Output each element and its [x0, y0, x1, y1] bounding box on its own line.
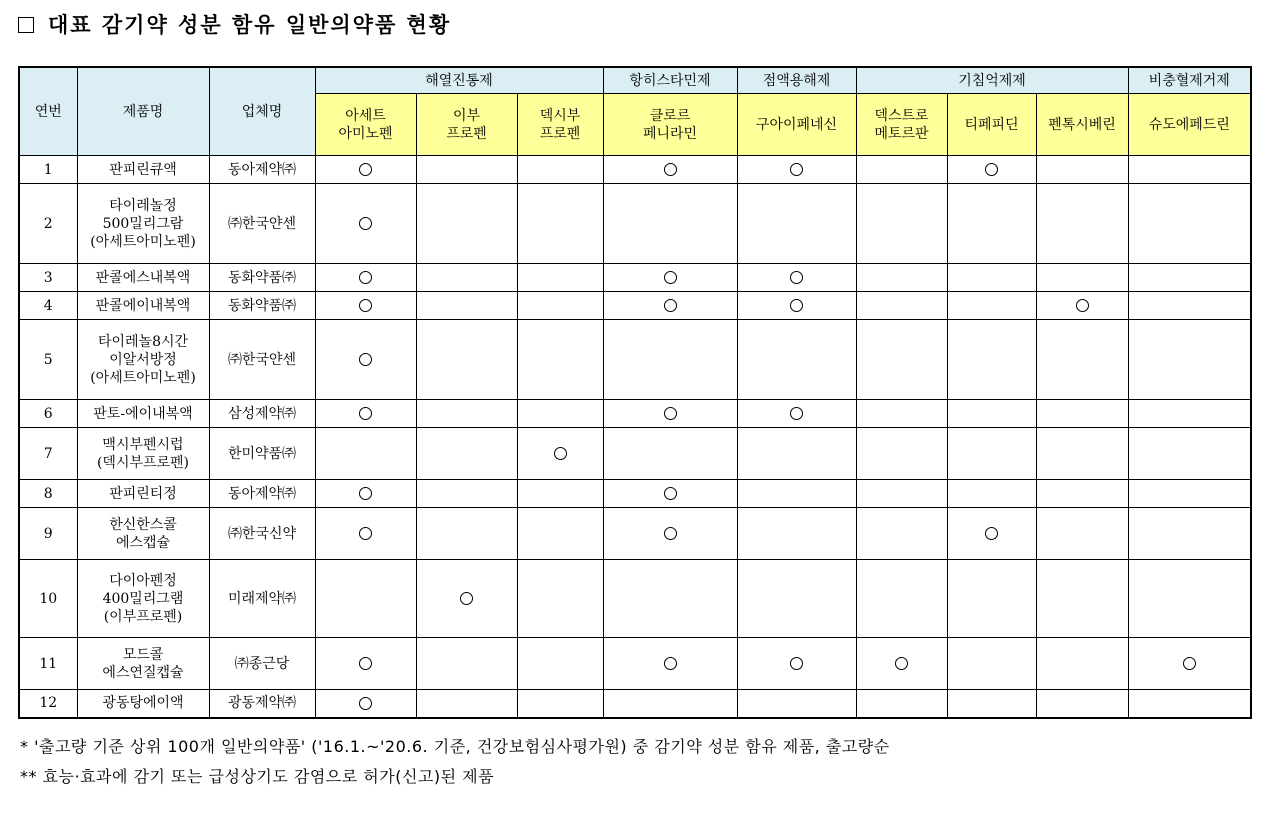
circle-mark-icon: [554, 447, 567, 460]
table-row: [19, 638, 1251, 690]
ingredient-cell: [947, 428, 1036, 480]
ingredient-cell: [737, 184, 856, 264]
circle-mark-icon: [790, 299, 803, 312]
ingredient-header-line: 프로펜: [446, 125, 487, 142]
circle-mark-icon: [664, 657, 677, 670]
ingredient-cell: [1036, 320, 1128, 400]
header-product: 제품명: [77, 67, 209, 156]
ingredient-header: [517, 94, 603, 156]
group-header: 점액용해제: [737, 67, 856, 94]
product-name: [77, 264, 209, 292]
product-name-line: 500밀리그람: [102, 215, 184, 232]
product-name-line: 광동탕에이액: [102, 695, 184, 712]
ingredient-header-line: 아세트: [345, 107, 386, 124]
ingredient-cell: [737, 400, 856, 428]
ingredient-cell: [517, 400, 603, 428]
ingredient-cell: [737, 320, 856, 400]
ingredient-cell: [947, 560, 1036, 638]
ingredient-header: [947, 94, 1036, 156]
ingredient-cell: [416, 292, 517, 320]
product-name-line: (덱시부프로펜): [96, 454, 190, 471]
product-name-line: 맥시부펜시럽: [102, 436, 184, 453]
ingredient-header: [416, 94, 517, 156]
company-name: 동아제약㈜: [209, 156, 315, 184]
ingredient-cell: [315, 560, 416, 638]
table-row: [19, 428, 1251, 480]
ingredient-cell: [1036, 480, 1128, 508]
table-row: [19, 320, 1251, 400]
circle-mark-icon: [1076, 299, 1089, 312]
ingredient-cell: [603, 400, 737, 428]
ingredient-cell: [947, 690, 1036, 718]
ingredient-cell: [1128, 508, 1251, 560]
checkbox-square-icon: [18, 17, 34, 33]
ingredient-header: [603, 94, 737, 156]
product-name-line: 이알서방정: [109, 351, 177, 368]
table-row: [19, 156, 1251, 184]
ingredient-cell: [856, 480, 947, 508]
ingredient-cell: [1036, 292, 1128, 320]
ingredient-header-line: 이부: [452, 107, 481, 124]
ingredient-cell: [1128, 320, 1251, 400]
ingredient-cell: [947, 292, 1036, 320]
product-name: [77, 690, 209, 718]
ingredient-cell: [416, 690, 517, 718]
circle-mark-icon: [359, 527, 372, 540]
product-name: [77, 508, 209, 560]
circle-mark-icon: [790, 657, 803, 670]
row-number: 7: [19, 428, 77, 480]
ingredient-cell: [603, 428, 737, 480]
company-name: ㈜한국얀센: [209, 320, 315, 400]
ingredient-cell: [315, 690, 416, 718]
product-name: [77, 400, 209, 428]
product-name-line: (아세트아미노펜): [90, 369, 196, 386]
ingredient-cell: [856, 690, 947, 718]
ingredient-cell: [416, 428, 517, 480]
ingredient-cell: [947, 264, 1036, 292]
circle-mark-icon: [359, 407, 372, 420]
product-name-line: 에스캡슐: [115, 534, 171, 551]
ingredient-cell: [737, 156, 856, 184]
product-name: [77, 480, 209, 508]
ingredient-cell: [1036, 264, 1128, 292]
ingredient-header-line: 티페피딘: [964, 116, 1019, 133]
ingredient-header: [856, 94, 947, 156]
ingredient-cell: [737, 428, 856, 480]
ingredient-cell: [416, 400, 517, 428]
circle-mark-icon: [664, 299, 677, 312]
product-name: [77, 156, 209, 184]
ingredient-cell: [603, 480, 737, 508]
ingredient-cell: [603, 184, 737, 264]
table-row: [19, 690, 1251, 718]
ingredient-header-line: 펜톡시베린: [1048, 116, 1116, 133]
row-number: 10: [19, 560, 77, 638]
circle-mark-icon: [790, 163, 803, 176]
ingredient-cell: [517, 184, 603, 264]
ingredient-cell: [1036, 184, 1128, 264]
header-company: 업체명: [209, 67, 315, 156]
company-name: ㈜종근당: [209, 638, 315, 690]
table-body: [19, 156, 1251, 718]
row-number: 3: [19, 264, 77, 292]
table-row: [19, 264, 1251, 292]
table-row: [19, 508, 1251, 560]
ingredient-cell: [315, 428, 416, 480]
ingredient-cell: [856, 184, 947, 264]
product-name-line: (이부프로펜): [103, 608, 183, 625]
circle-mark-icon: [664, 527, 677, 540]
ingredient-cell: [947, 638, 1036, 690]
ingredient-cell: [517, 264, 603, 292]
ingredient-cell: [315, 320, 416, 400]
ingredient-cell: [517, 156, 603, 184]
footnote: * '출고량 기준 상위 100개 일반의약품' ('16.1.~'20.6. 기준, 건강보험심사평가원) 중 감기약 성분 함유 제품, 출고량순: [20, 737, 890, 756]
company-name: 광동제약㈜: [209, 690, 315, 718]
ingredient-header: [1128, 94, 1251, 156]
circle-mark-icon: [359, 299, 372, 312]
product-name-line: 타이레놀8시간: [97, 333, 189, 350]
ingredient-cell: [947, 320, 1036, 400]
ingredient-cell: [603, 156, 737, 184]
row-number: 11: [19, 638, 77, 690]
ingredient-cell: [416, 560, 517, 638]
ingredient-header-line: 덱스트로: [874, 107, 929, 124]
title-row: [18, 8, 451, 40]
ingredient-cell: [737, 292, 856, 320]
ingredient-cell: [1128, 292, 1251, 320]
product-name-line: 에스연질캡슐: [102, 664, 184, 681]
group-header: 기침억제제: [856, 67, 1128, 94]
ingredient-cell: [1128, 638, 1251, 690]
circle-mark-icon: [895, 657, 908, 670]
ingredient-cell: [315, 264, 416, 292]
ingredient-cell: [517, 428, 603, 480]
ingredient-cell: [1128, 428, 1251, 480]
ingredient-cell: [603, 638, 737, 690]
ingredient-cell: [856, 560, 947, 638]
ingredient-cell: [603, 560, 737, 638]
company-name: ㈜한국신약: [209, 508, 315, 560]
page-title: 대표 감기약 성분 함유 일반의약품 현황: [48, 13, 452, 37]
row-number: 9: [19, 508, 77, 560]
circle-mark-icon: [985, 163, 998, 176]
row-number: 1: [19, 156, 77, 184]
product-name: [77, 292, 209, 320]
product-name: [77, 428, 209, 480]
ingredient-cell: [1036, 156, 1128, 184]
ingredient-cell: [947, 184, 1036, 264]
product-name: [77, 560, 209, 638]
company-name: 동아제약㈜: [209, 480, 315, 508]
product-name-line: 모드콜: [122, 646, 164, 663]
ingredient-cell: [416, 264, 517, 292]
ingredient-cell: [315, 292, 416, 320]
product-name: [77, 184, 209, 264]
ingredient-header-line: 클로르: [649, 107, 691, 124]
ingredient-cell: [737, 690, 856, 718]
ingredient-header-line: 페니라민: [642, 125, 698, 142]
product-name-line: 판피린티정: [109, 485, 177, 502]
product-name-line: 타이레놀정: [109, 197, 177, 214]
ingredient-cell: [737, 480, 856, 508]
ingredient-cell: [416, 480, 517, 508]
ingredient-header: [1036, 94, 1128, 156]
product-name: [77, 320, 209, 400]
ingredient-table: [18, 66, 1252, 719]
table-row: [19, 480, 1251, 508]
footnote: ** 효능·효과에 감기 또는 급성상기도 감염으로 허가(신고)된 제품: [20, 767, 495, 786]
circle-mark-icon: [790, 271, 803, 284]
group-header: 항히스타민제: [603, 67, 737, 94]
ingredient-cell: [856, 508, 947, 560]
ingredient-cell: [1128, 480, 1251, 508]
ingredient-cell: [315, 184, 416, 264]
product-name-line: 판콜에이내복액: [95, 297, 191, 314]
ingredient-cell: [517, 508, 603, 560]
circle-mark-icon: [985, 527, 998, 540]
ingredient-header-line: 아미노펜: [338, 125, 393, 142]
ingredient-cell: [1128, 264, 1251, 292]
ingredient-cell: [1036, 428, 1128, 480]
circle-mark-icon: [664, 163, 677, 176]
product-name-line: (아세트아미노펜): [90, 233, 196, 250]
ingredient-cell: [603, 508, 737, 560]
ingredient-cell: [737, 638, 856, 690]
ingredient-cell: [856, 264, 947, 292]
company-name: 동화약품㈜: [209, 292, 315, 320]
ingredient-cell: [856, 400, 947, 428]
ingredient-cell: [603, 264, 737, 292]
group-header: 해열진통제: [315, 67, 603, 94]
product-name-line: 한신한스콜: [109, 516, 177, 533]
ingredient-header-line: 프로펜: [539, 125, 581, 142]
ingredient-cell: [416, 638, 517, 690]
header-no: 연번: [19, 67, 77, 156]
circle-mark-icon: [790, 407, 803, 420]
circle-mark-icon: [359, 217, 372, 230]
ingredient-cell: [1128, 560, 1251, 638]
ingredient-cell: [315, 480, 416, 508]
ingredient-cell: [856, 320, 947, 400]
ingredient-cell: [517, 292, 603, 320]
table-row: [19, 560, 1251, 638]
ingredient-cell: [517, 560, 603, 638]
circle-mark-icon: [664, 407, 677, 420]
ingredient-cell: [947, 508, 1036, 560]
ingredient-cell: [737, 560, 856, 638]
circle-mark-icon: [359, 487, 372, 500]
company-name: 동화약품㈜: [209, 264, 315, 292]
ingredient-cell: [603, 320, 737, 400]
ingredient-cell: [315, 400, 416, 428]
circle-mark-icon: [359, 271, 372, 284]
circle-mark-icon: [664, 487, 677, 500]
group-header: 비충혈제거제: [1128, 67, 1251, 94]
row-number: 8: [19, 480, 77, 508]
ingredient-cell: [1128, 400, 1251, 428]
ingredient-cell: [737, 264, 856, 292]
circle-mark-icon: [664, 271, 677, 284]
ingredient-cell: [1128, 156, 1251, 184]
ingredient-cell: [416, 508, 517, 560]
group-header-row: [19, 67, 1251, 94]
ingredient-cell: [1036, 560, 1128, 638]
ingredient-cell: [856, 156, 947, 184]
ingredient-cell: [1036, 508, 1128, 560]
ingredient-cell: [517, 690, 603, 718]
ingredient-cell: [947, 156, 1036, 184]
table-row: [19, 400, 1251, 428]
product-name: [77, 638, 209, 690]
ingredient-cell: [416, 320, 517, 400]
product-name-line: 판콜에스내복액: [95, 269, 191, 286]
ingredient-cell: [517, 480, 603, 508]
ingredient-cell: [603, 690, 737, 718]
circle-mark-icon: [359, 697, 372, 710]
circle-mark-icon: [359, 163, 372, 176]
row-number: 6: [19, 400, 77, 428]
circle-mark-icon: [460, 592, 473, 605]
ingredient-cell: [416, 156, 517, 184]
circle-mark-icon: [1183, 657, 1196, 670]
ingredient-cell: [517, 638, 603, 690]
ingredient-header-line: 슈도에페드린: [1148, 116, 1230, 133]
company-name: 삼성제약㈜: [209, 400, 315, 428]
circle-mark-icon: [359, 657, 372, 670]
product-name-line: 다이아펜정: [109, 572, 177, 589]
ingredient-cell: [737, 508, 856, 560]
ingredient-header-line: 메토르판: [874, 125, 929, 142]
ingredient-cell: [947, 480, 1036, 508]
circle-mark-icon: [359, 353, 372, 366]
ingredient-header: [737, 94, 856, 156]
ingredient-header-line: 구아이페네신: [755, 116, 838, 133]
table-row: [19, 292, 1251, 320]
ingredient-header-line: 덱시부: [539, 107, 581, 124]
ingredient-cell: [856, 638, 947, 690]
ingredient-header: [315, 94, 416, 156]
row-number: 4: [19, 292, 77, 320]
company-name: ㈜한국얀센: [209, 184, 315, 264]
ingredient-cell: [1036, 400, 1128, 428]
row-number: 12: [19, 690, 77, 718]
row-number: 2: [19, 184, 77, 264]
ingredient-cell: [315, 156, 416, 184]
product-name-line: 판토-에이내복액: [93, 405, 193, 422]
company-name: 한미약품㈜: [209, 428, 315, 480]
ingredient-cell: [856, 292, 947, 320]
ingredient-cell: [947, 400, 1036, 428]
ingredient-cell: [1128, 184, 1251, 264]
ingredient-cell: [1036, 690, 1128, 718]
company-name: 미래제약㈜: [209, 560, 315, 638]
ingredient-cell: [315, 508, 416, 560]
ingredient-cell: [416, 184, 517, 264]
footnotes: [20, 732, 890, 792]
ingredient-cell: [315, 638, 416, 690]
ingredient-cell: [517, 320, 603, 400]
product-name-line: 판피린큐액: [109, 161, 177, 178]
ingredient-cell: [603, 292, 737, 320]
row-number: 5: [19, 320, 77, 400]
table-row: [19, 184, 1251, 264]
ingredient-cell: [1036, 638, 1128, 690]
ingredient-cell: [856, 428, 947, 480]
ingredient-cell: [1128, 690, 1251, 718]
product-name-line: 400밀리그램: [102, 590, 184, 607]
